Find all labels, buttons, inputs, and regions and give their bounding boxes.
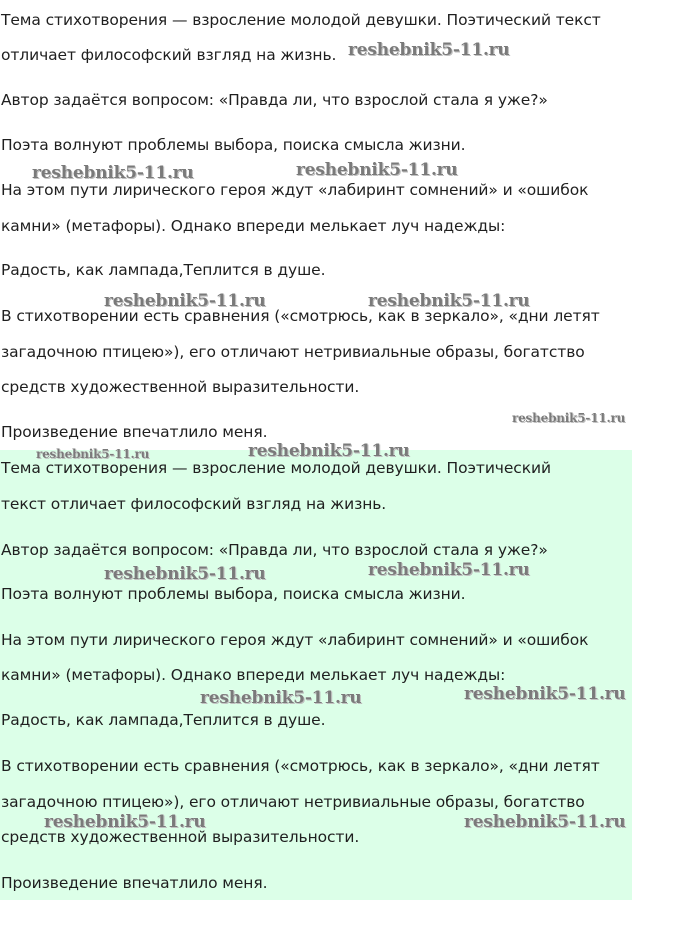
paragraph-line: Произведение впечатлило меня. (1, 423, 268, 441)
watermark: reshebnik5-11.ru (104, 564, 266, 584)
paragraph-line: текст отличает философский взгляд на жизнь. (1, 495, 387, 513)
watermark: reshebnik5-11.ru (464, 812, 626, 832)
paragraph-line: Радость, как лампада,Теплится в душе. (1, 261, 326, 279)
paragraph-line: Радость, как лампада,Теплится в душе. (1, 711, 326, 729)
watermark: reshebnik5-11.ru (200, 688, 362, 708)
paragraph-line: Тема стихотворения — взросление молодой девушки. Поэтический текст (1, 11, 601, 29)
paragraph-line: В стихотворении есть сравнения («смотрюсь, как в зеркало», «дни летят (1, 307, 600, 325)
paragraph-line: Автор задаётся вопросом: «Правда ли, что взрослой стала я уже?» (1, 541, 548, 559)
watermark: reshebnik5-11.ru (368, 560, 530, 580)
text-block-highlighted (0, 450, 632, 900)
paragraph-line: камни» (метафоры). Однако впереди мелькает луч надежды: (1, 217, 506, 235)
watermark: reshebnik5-11.ru (368, 291, 530, 311)
watermark: reshebnik5-11.ru (32, 163, 194, 183)
paragraph-line: Поэта волнуют проблемы выбора, поиска смысла жизни. (1, 136, 466, 154)
watermark: reshebnik5-11.ru (464, 684, 626, 704)
paragraph-line: В стихотворении есть сравнения («смотрюсь, как в зеркало», «дни летят (1, 757, 600, 775)
paragraph-line: камни» (метафоры). Однако впереди мелькает луч надежды: (1, 666, 506, 684)
watermark: reshebnik5-11.ru (296, 160, 458, 180)
watermark: reshebnik5-11.ru (348, 40, 510, 60)
watermark: reshebnik5-11.ru (44, 812, 206, 832)
watermark: reshebnik5-11.ru (104, 291, 266, 311)
paragraph-line: Произведение впечатлило меня. (1, 874, 268, 892)
paragraph-line: Поэта волнуют проблемы выбора, поиска смысла жизни. (1, 585, 466, 603)
paragraph-line: На этом пути лирического героя ждут «лабиринт сомнений» и «ошибок (1, 631, 589, 649)
watermark: reshebnik5-11.ru (512, 411, 626, 425)
paragraph-line: Автор задаётся вопросом: «Правда ли, что взрослой стала я уже?» (1, 91, 548, 109)
paragraph-line: средств художественной выразительности. (1, 378, 360, 396)
text-block-original (0, 0, 632, 450)
paragraph-line: загадочною птицею»), его отличают нетривиальные образы, богатство (1, 343, 585, 361)
watermark: reshebnik5-11.ru (36, 447, 150, 461)
paragraph-line: средств художественной выразительности. (1, 828, 360, 846)
watermark: reshebnik5-11.ru (248, 441, 410, 461)
paragraph-line: отличает философский взгляд на жизнь. (1, 46, 337, 64)
paragraph-line: загадочною птицею»), его отличают нетривиальные образы, богатство (1, 793, 585, 811)
paragraph-line: Тема стихотворения — взросление молодой девушки. Поэтический (1, 459, 551, 477)
paragraph-line: На этом пути лирического героя ждут «лабиринт сомнений» и «ошибок (1, 181, 589, 199)
